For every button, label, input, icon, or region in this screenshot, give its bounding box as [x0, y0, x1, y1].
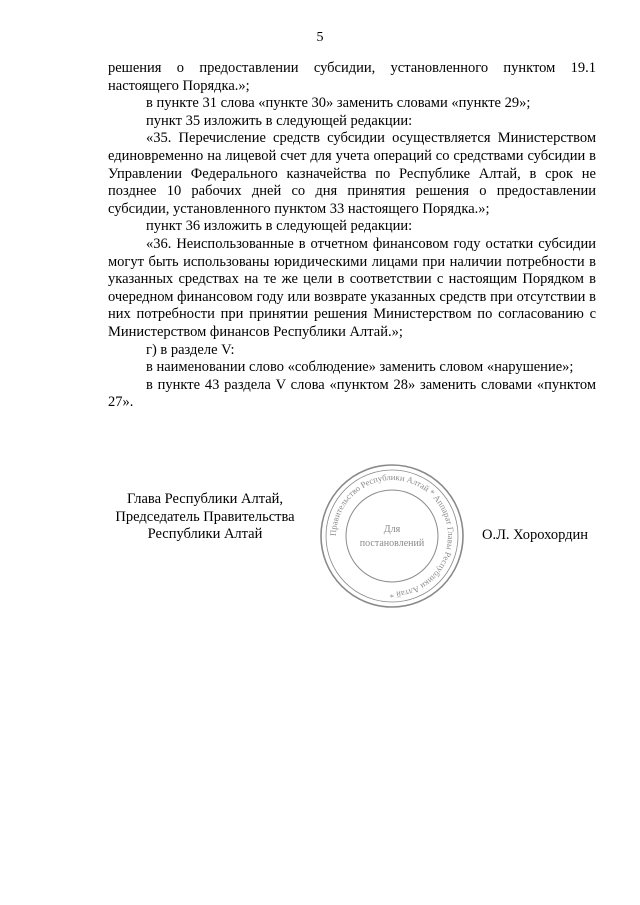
signer-name: О.Л. Хорохордин: [482, 527, 589, 543]
signatory-position-line-2: Председатель Правительства: [115, 508, 295, 525]
paragraph-7: г) в разделе V:: [146, 341, 235, 358]
seal-inner-ring: [346, 490, 438, 582]
seal-center-line-1: Для: [383, 524, 401, 535]
paragraph-9: в пункте 43 раздела V слова «пунктом 28» заменить словами «пунктом 27».: [108, 376, 596, 411]
signatory-position-line-1: Глава Республики Алтай,: [126, 491, 284, 507]
page-number: 5: [316, 30, 324, 45]
seal-outer-text: Правительство Республики Алтай * Аппарат Главы Республики Алтай *: [327, 471, 457, 601]
seal-center-line-2: постановлений: [359, 538, 425, 549]
document-body: [108, 60, 596, 412]
seal-icon: [318, 462, 466, 610]
paragraph-4: «35. Перечисление средств субсидии осуществляется Министерством единовременно на лицевой счет для учета операций со средствами субсидии в Управлении Федерального казначейства по Республике Алтай, в срок не позднее 10 рабочих дней со дня принятия решения о предоставлении субсидии, установленного пунктом 33 настоящего Порядка.»;: [108, 130, 596, 217]
paragraph-1: решения о предоставлении субсидии, установленного пунктом 19.1 настоящего Порядка.»;: [108, 60, 596, 94]
paragraph-6: «36. Неиспользованные в отчетном финансовом году остатки субсидии могут быть использованы юридическими лицами при наличии потребности в указанных средствах на те же цели в соответствии с настоящим Порядком в очередном финансовом году или возврате указанных средств при отсутствии в них потребности при принятии решения Министерством по согласованию с Министерством финансов Республики Алтай.»;: [108, 235, 596, 340]
paragraph-5: пункт 36 изложить в следующей редакции:: [146, 218, 413, 235]
official-seal: [318, 462, 466, 610]
paragraph-3: пункт 35 изложить в следующей редакции:: [146, 112, 413, 129]
signatory-position: [100, 491, 310, 544]
signatory-position-line-3: Республики Алтай: [147, 526, 263, 543]
paragraph-8: в наименовании слово «соблюдение» заменить словом «нарушение»;: [146, 359, 574, 376]
paragraph-2: в пункте 31 слова «пункте 30» заменить словами «пункте 29»;: [146, 95, 531, 112]
seal-outer-ring: [321, 465, 463, 607]
